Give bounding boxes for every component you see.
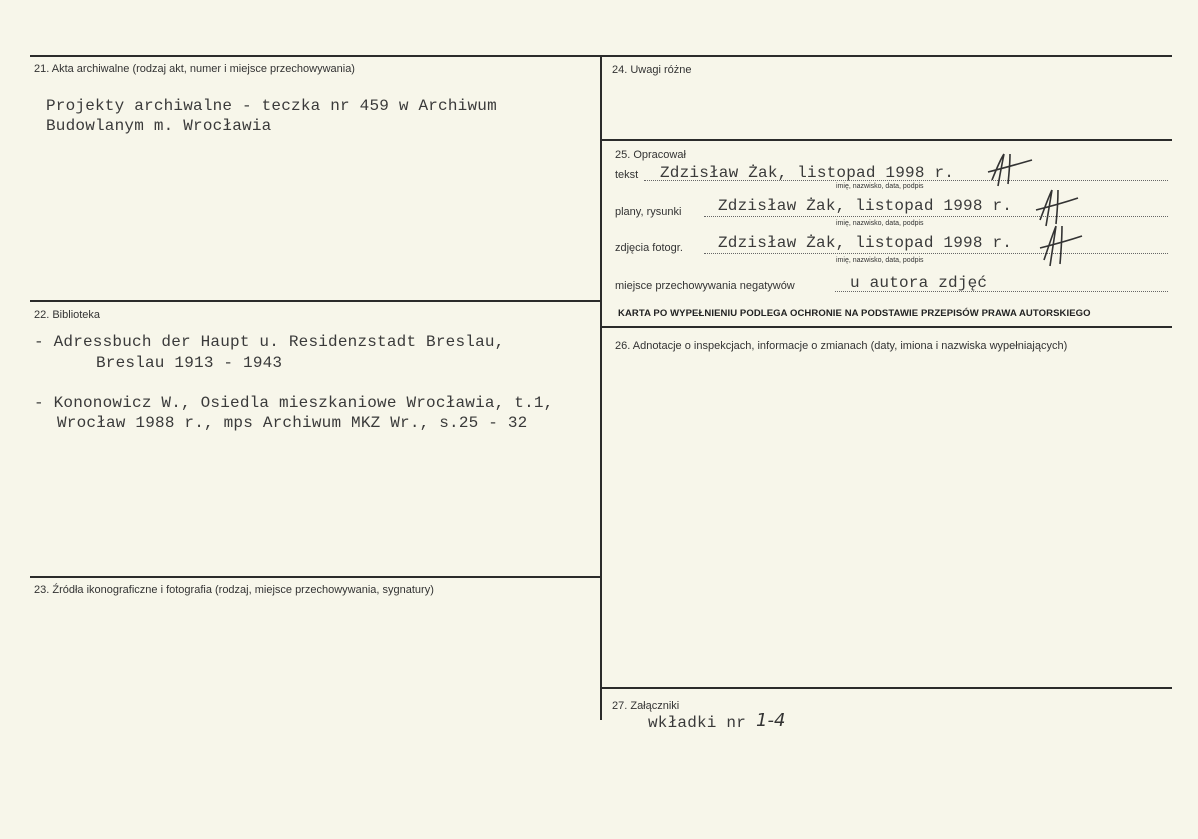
divider-25-26 <box>602 326 1172 328</box>
divider-24-25 <box>602 139 1172 141</box>
field-22-entry-2-line-1: - Kononowicz W., Osiedla mieszkaniowe Wrocławia, t.1, <box>34 394 554 412</box>
divider-26-27 <box>602 687 1172 689</box>
field-22-entry-1-line-2: Breslau 1913 - 1943 <box>96 354 283 372</box>
divider-22-23 <box>30 576 600 578</box>
center-divider <box>600 55 602 720</box>
signature-3-icon <box>1036 222 1086 270</box>
field-21-line-1: Projekty archiwalne - teczka nr 459 w Archiwum <box>46 97 497 115</box>
tekst-value: Zdzisław Żak, listopad 1998 r. <box>660 164 955 182</box>
field-27-label: 27. Załączniki <box>612 700 680 712</box>
plany-label: plany, rysunki <box>615 206 682 218</box>
field-26-label: 26. Adnotacje o inspekcjach, informacje o zmianach (daty, imiona i nazwiska wypełniających) <box>615 340 1068 352</box>
zdjecia-label: zdjęcia fotogr. <box>615 242 683 254</box>
plany-dotted-line <box>704 216 1168 217</box>
field-23-label: 23. Źródła ikonograficzne i fotografia (rodzaj, miejsce przechowywania, sygnatury) <box>34 584 434 596</box>
plany-caption: imię, nazwisko, data, podpis <box>836 220 924 227</box>
tekst-label: tekst <box>615 169 639 181</box>
divider-21-22 <box>30 300 600 302</box>
signature-1-icon <box>984 150 1036 190</box>
negatywy-value: u autora zdjęć <box>850 274 988 292</box>
zdjecia-dotted-line <box>704 253 1168 254</box>
tekst-caption: imię, nazwisko, data, podpis <box>836 183 924 190</box>
field-22-entry-2-line-2: Wrocław 1988 r., mps Archiwum MKZ Wr., s.25 - 32 <box>57 414 528 432</box>
field-27-value: wkładki nr <box>648 714 747 732</box>
field-24-label: 24. Uwagi różne <box>612 64 692 76</box>
zdjecia-caption: imię, nazwisko, data, podpis <box>836 257 924 264</box>
field-22-entry-1-line-1: - Adressbuch der Haupt u. Residenzstadt Breslau, <box>34 333 505 351</box>
plany-value: Zdzisław Żak, listopad 1998 r. <box>718 197 1013 215</box>
copyright-notice: KARTA PO WYPEŁNIENIU PODLEGA OCHRONIE NA PODSTAWIE PRZEPISÓW PRAWA AUTORSKIEGO <box>618 308 1091 319</box>
field-21-line-2: Budowlanym m. Wrocławia <box>46 117 272 135</box>
field-27-handwritten-range: 1-4 <box>756 710 786 731</box>
field-22-label: 22. Biblioteka <box>34 309 101 321</box>
negatywy-label: miejsce przechowywania negatywów <box>615 280 795 292</box>
field-21-label: 21. Akta archiwalne (rodzaj akt, numer i miejsce przechowywania) <box>34 63 355 75</box>
field-25-label: 25. Opracował <box>615 149 686 161</box>
zdjecia-value: Zdzisław Żak, listopad 1998 r. <box>718 234 1013 252</box>
